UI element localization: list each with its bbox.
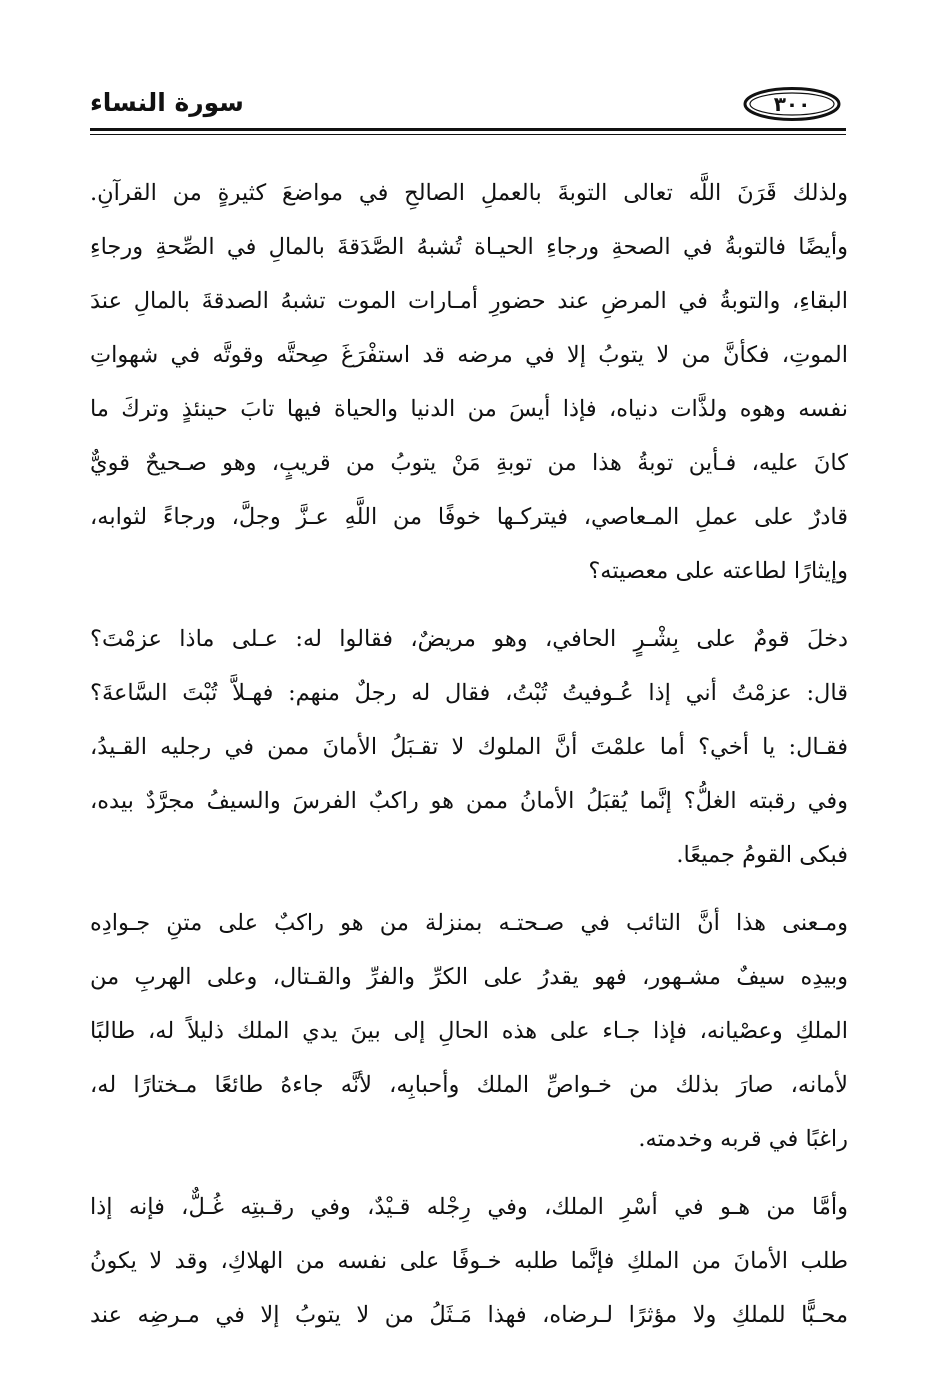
text-line: قال: عزمْتُ أني إذا عُـوفيتُ تُبْتُ، فقال له رجلٌ منهم: فهـلاَّ تُبْتَ السَّاعةَ؟: [90, 680, 848, 706]
text-line: وإيثارًا لطاعته على معصيته؟: [588, 558, 848, 584]
paragraph-3: [90, 896, 848, 1166]
text-line: ومـعنى هذا أنَّ التائب في صـحتـه بمنزلة من هو راكبٌ على متنِ جـوادِه: [90, 910, 848, 936]
text-line: كانَ عليه، فـأين توبةُ هذا من توبةِ مَنْ يتوبُ من قريبٍ، وهو صـحيحٌ قويٌّ: [90, 450, 848, 476]
paragraph-1: [90, 166, 848, 598]
page-number-badge: [742, 86, 842, 122]
text-line: الموتِ، فكأنَّ من لا يتوبُ إلا في مرضه قد استفْرَغَ صِحتَّه وقوتَّه في شهواتِ: [90, 342, 848, 368]
text-line: الملكِ وعصْيانه، فإذا جـاء على هذه الحالِ إلى بينَ يدي الملك ذليلاً له، طالبًا: [90, 1018, 848, 1044]
text-line: البقاءِ، والتوبةُ في المرضِ عند حضورِ أمـارات الموت تشبهُ الصدقةَ بالمالِ عندَ: [90, 288, 848, 314]
header-rule-thin: [90, 134, 846, 135]
text-line: قادرٌ على عملِ المـعاصي، فيتركـها خوفًا من اللَّهِ عـزَّ وجلَّ، ورجاءً لثوابه،: [90, 504, 848, 530]
text-line: دخلَ قومٌ على بِشْـرٍ الحافي، وهو مريضٌ، فقالوا له: عـلى ماذا عزمْتَ؟: [90, 626, 848, 652]
text-line: طلب الأمانَ من الملكِ فإنَّما طلبه خـوفًا على نفسه من الهلاكِ، وقد لا يكونُ: [90, 1248, 848, 1274]
paragraph-gap: [90, 1166, 848, 1180]
text-line: محـبًّا للملكِ ولا مؤثرًا لـرضاه، فهذا مَـثَلُ من لا يتوبُ إلا في مـرضِه عند: [90, 1302, 848, 1328]
text-line: فقـال: يا أخي؟ أما علمْتَ أنَّ الملوك لا تقـبَلُ الأمانَ ممن في رجليه القـيدُ،: [90, 734, 848, 760]
paragraph-2: [90, 612, 848, 882]
paragraph-gap: [90, 882, 848, 896]
text-line: وبيدِه سيفٌ مشـهور، فهو يقدرُ على الكرِّ والفرِّ والقـتال، وعلى الهربِ من: [90, 964, 848, 990]
page-body: [90, 166, 848, 1342]
text-line: فبكى القومُ جميعًا.: [676, 842, 848, 868]
surah-title: سورة النساء: [90, 88, 244, 117]
text-line: لأمانه، صارَ بذلك من خـواصِّ الملك وأحبابِه، لأنَّه جاءهُ طائعًا مـختارًا له،: [90, 1072, 848, 1098]
header-rule-thick: [90, 128, 846, 131]
page-number: ٣٠٠: [773, 92, 811, 116]
text-line: وأمَّا من هـو في أسْرِ الملك، وفي رِجْله قـيْدٌ، وفي رقـبتِه غُـلٌّ، فإنه إذا: [90, 1194, 848, 1220]
paragraph-gap: [90, 598, 848, 612]
paragraph-4: [90, 1180, 848, 1342]
text-line: وفي رقبته الغلُّ؟ إنَّما يُقبَلُ الأمانُ ممن هو راكبٌ الفرسَ والسيفُ مجرَّدٌ بيده،: [90, 788, 848, 814]
text-line: وأيضًا فالتوبةُ في الصحةِ ورجاءِ الحيـاة تُشبهُ الصَّدَقةَ بالمالِ في الصِّحةِ ورجاءِ: [90, 234, 848, 260]
text-line: ولذلك قَرَنَ اللَّه تعالى التوبةَ بالعملِ الصالحِ في مواضعَ كثيرةٍ من القرآنِ.: [90, 180, 848, 206]
text-line: راغبًا في قربه وخدمته.: [638, 1126, 848, 1152]
page-header: [90, 82, 846, 138]
text-line: نفسه وهوه ولذَّات دنياه، فإذا أيسَ من الدنيا والحياة فيها تابَ حينئذٍ وتركَ ما: [90, 396, 848, 422]
